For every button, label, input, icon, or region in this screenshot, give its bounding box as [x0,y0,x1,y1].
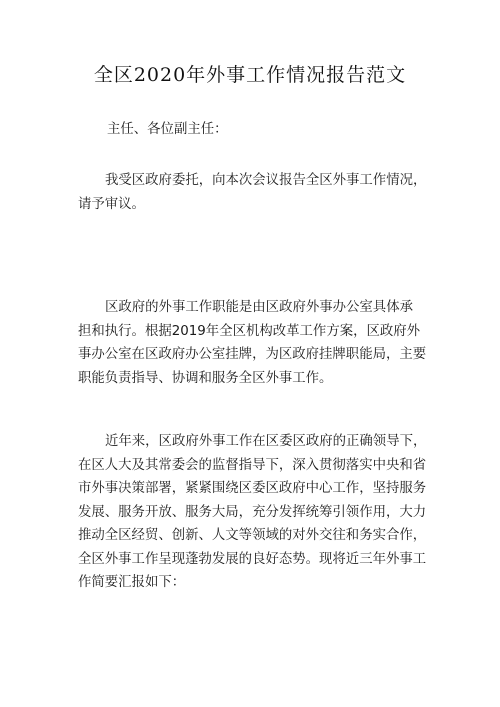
paragraph-line: 我受区政府委托，向本次会议报告全区外事工作情况， [105,173,427,188]
paragraph-line: 全区外事工作呈现蓬勃发展的良好态势。现将近三年外事工 [78,551,427,567]
paragraph-line: 市外事决策部署，紧紧围绕区委区政府中心工作，坚持服务 [78,481,427,496]
paragraph-line: 作简要汇报如下： [78,575,186,590]
salutation [107,118,469,142]
paragraph-line: 区政府的外事工作职能是由区政府外事办公室具体承 [105,300,413,315]
paragraph-line: 推动全区经贸、创新、人文等领域的对外交往和务实合作， [78,528,427,543]
paragraph-2 [78,296,440,390]
salutation-text: 主任、各位副主任： [107,122,228,137]
paragraph-line: 担和执行。根据2019年全区机构改革工作方案，区政府外 [78,323,421,339]
paragraph-3 [78,430,440,595]
document-title: 全区2020年外事工作情况报告范文 [93,64,407,86]
paragraph-line: 近年来，区政府外事工作在区委区政府的正确领导下， [105,434,427,449]
paragraph-line: 发展、服务开放、服务大局，充分发挥统筹引领作用，大力 [78,504,427,520]
paragraph-line: 职能负责指导、协调和服务全区外事工作。 [78,370,333,386]
paragraph-line: 事办公室在区政府办公室挂牌，为区政府挂牌职能局，主要 [78,347,427,362]
paragraph-line: 在区人大及其常委会的监督指导下，深入贯彻落实中央和省 [78,457,427,473]
paragraph-1 [78,169,440,216]
paragraph-line: 请予审议。 [78,196,145,212]
